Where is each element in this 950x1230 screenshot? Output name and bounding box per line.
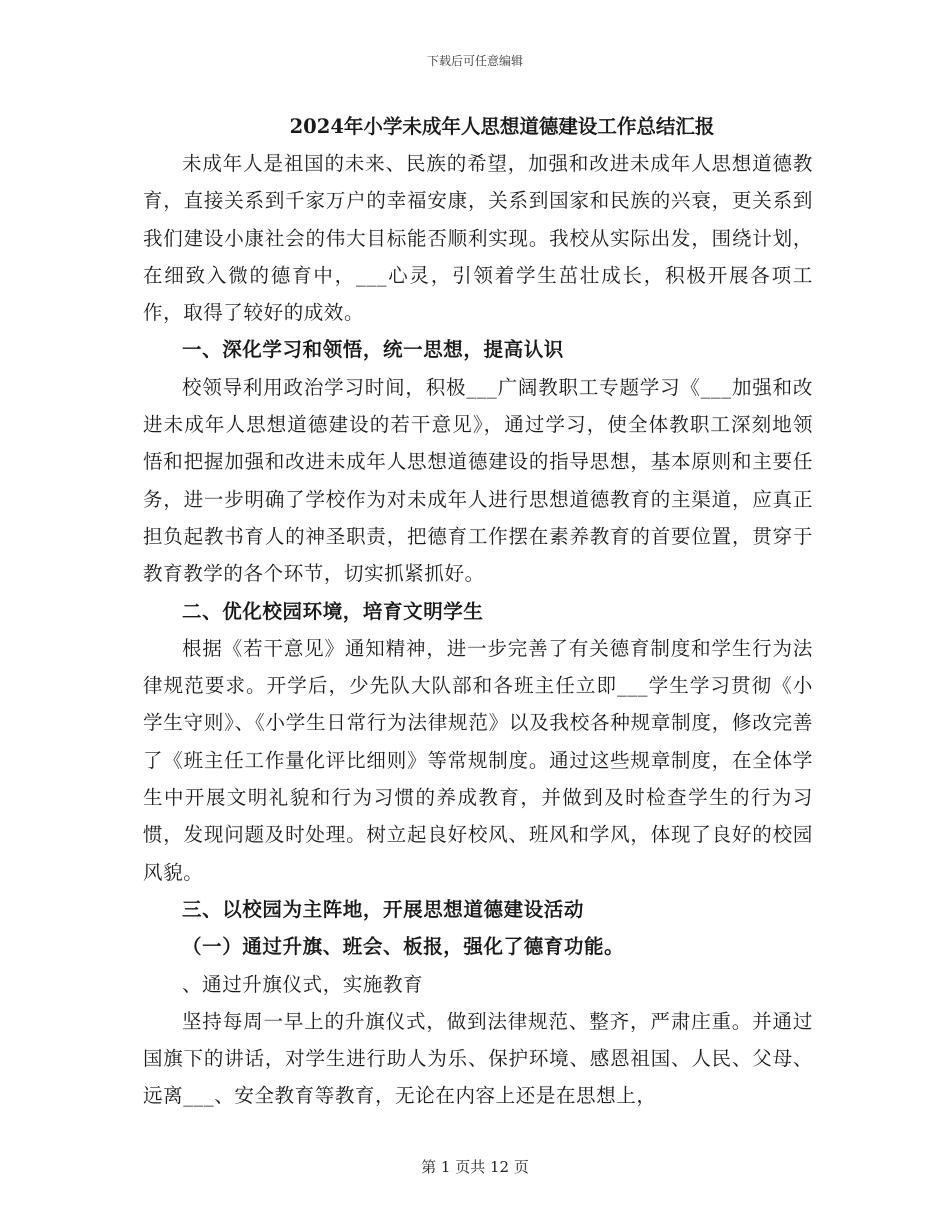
section-3-heading: 三、以校园为主阵地，开展思想道德建设活动 bbox=[182, 897, 585, 921]
section-1-heading: 一、深化学习和领悟，统一思想，提高认识 bbox=[182, 338, 564, 362]
document-title: 2024年小学未成年人思想道德建设工作总结汇报 bbox=[289, 115, 715, 138]
section-2-heading: 二、优化校园环境，培育文明学生 bbox=[182, 599, 484, 623]
section-3-subheading: （一）通过升旗、班会、板报，强化了德育功能。 bbox=[182, 935, 625, 959]
section-3-item: 、通过升旗仪式，实施教育 bbox=[182, 972, 424, 996]
section-1-paragraph: 校领导利用政治学习时间，积极___广阔教职工专题学习《___加强和改进未成年人思想道德建设的若干意见》，通过学习，使全体教职工深刻地领悟和把握加强和改进未成年人思想道德建设的指导思想，基本原则和主要任务，进一步明确了学校作为对未成年人进行思想道德教育的主渠道，应真正担负起教书育人的神圣职责，把德育工作摆在素养教育的首要位置，贯穿于教育教学的各个环节，切实抓紧抓好。 bbox=[143, 375, 813, 586]
document-body bbox=[143, 108, 813, 1115]
intro-paragraph: 未成年人是祖国的未来、民族的希望，加强和改进未成年人思想道德教育，直接关系到千家万户的幸福安康，关系到国家和民族的兴衰，更关系到我们建设小康社会的伟大目标能否顺利实现。我校从实际出发，围绕计划，在细致入微的德育中，___心灵，引领着学生茁壮成长，积极开展各项工作，取得了较好的成效。 bbox=[143, 152, 813, 325]
section-3-paragraph: 坚持每周一早上的升旗仪式，做到法律规范、整齐，严肃庄重。并通过国旗下的讲话，对学生进行助人为乐、保护环境、感恩祖国、人民、父母、远离___、安全教育等教育，无论在内容上还是在思想上， bbox=[143, 1009, 813, 1108]
page-header-note: 下载后可任意编辑 bbox=[426, 54, 523, 68]
page-number-footer: 第 1 页共 12 页 bbox=[421, 1158, 529, 1176]
section-2-paragraph: 根据《若干意见》通知精神，进一步完善了有关德育制度和学生行为法律规范要求。开学后，少先队大队部和各班主任立即___学生学习贯彻《小学生守则》、《小学生日常行为法律规范》以及我校各种规章制度，修改完善了《班主任工作量化评比细则》等常规制度。通过这些规章制度，在全体学生中开展文明礼貌和行为习惯的养成教育，并做到及时检查学生的行为习惯，发现问题及时处理。树立起良好校风、班风和学风，体现了良好的校园风貌。 bbox=[143, 636, 813, 884]
